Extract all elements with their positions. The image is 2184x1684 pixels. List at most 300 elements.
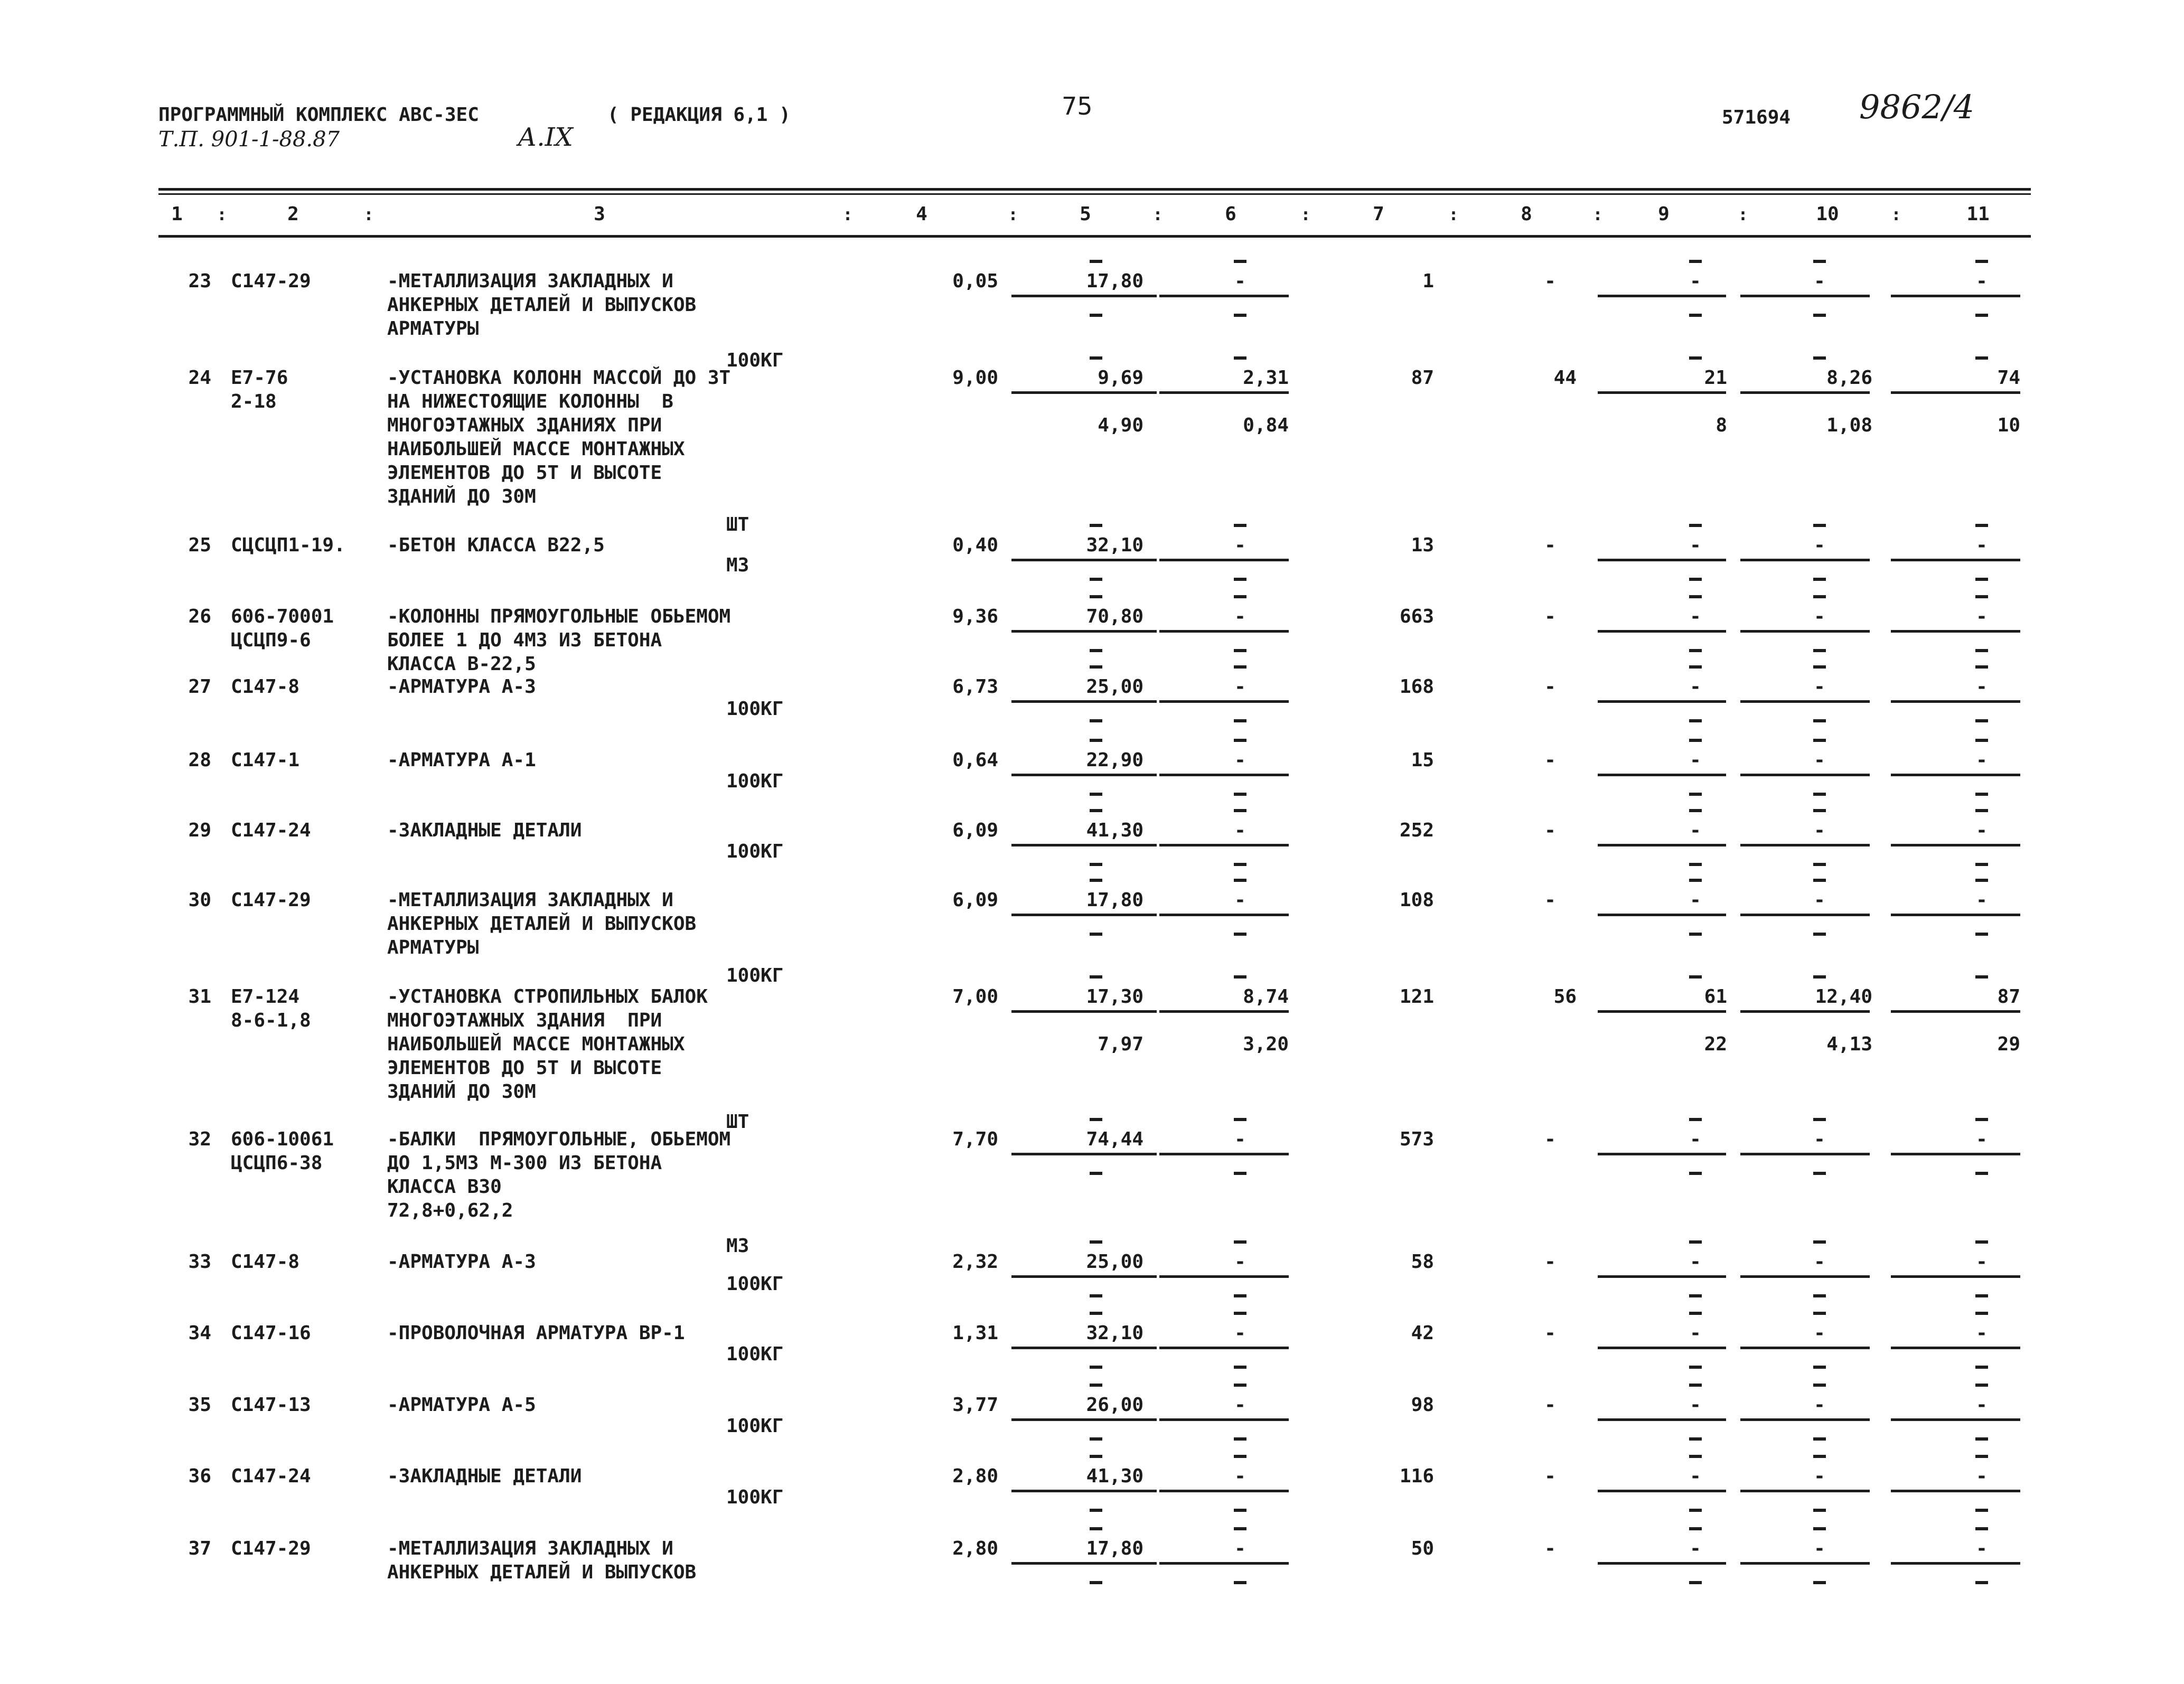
work-description: ЗДАНИЙ ДО 30М [387, 486, 536, 507]
dash-mark [1234, 863, 1246, 866]
row-number: 24 [188, 367, 211, 389]
dash-mark [1813, 1384, 1826, 1387]
dash-mark [1689, 1172, 1702, 1175]
dash-mark [1090, 260, 1102, 263]
quantity-value: 3,77 [952, 1394, 998, 1416]
rate-code: СЦСЦП1-19. [231, 534, 345, 556]
dash-mark [1975, 1437, 1988, 1441]
unit-cost-total: 22,90 [1086, 749, 1143, 771]
fraction-rule [1598, 844, 1726, 846]
fraction-rule [1740, 774, 1870, 776]
rate-code: 606-10061 [231, 1128, 334, 1150]
dash-mark [1689, 1384, 1702, 1387]
dash-mark [1689, 863, 1702, 866]
rate-code: ЦСЦП9-6 [231, 629, 311, 651]
dash-mark [1813, 1240, 1826, 1244]
dash-mark [1813, 1581, 1826, 1584]
total-cost: 98 [1411, 1394, 1434, 1416]
dash-mark [1813, 1118, 1826, 1121]
total-wages: - [1544, 1128, 1556, 1150]
dash-mark [1234, 975, 1246, 979]
unit-of-measure: 100КГ [726, 1487, 784, 1508]
dash-mark [1689, 314, 1702, 317]
fraction-rule [1011, 1562, 1157, 1565]
work-description: МНОГОЭТАЖНЫХ ЗДАНИЯ ПРИ [387, 1010, 662, 1031]
total-cost: 13 [1411, 534, 1434, 556]
column-10-value: - [1814, 1128, 1825, 1150]
fraction-rule [1740, 1562, 1870, 1565]
column-9-value: - [1690, 749, 1701, 771]
dash-mark [1090, 1312, 1102, 1315]
rate-code: С147-1 [231, 749, 300, 771]
unit-of-measure: 100КГ [726, 1273, 784, 1295]
column-9-value: - [1690, 1394, 1701, 1416]
work-description: -МЕТАЛЛИЗАЦИЯ ЗАКЛАДНЫХ И [387, 889, 673, 911]
dash-mark [1813, 1172, 1826, 1175]
work-description: -ЗАКЛАДНЫЕ ДЕТАЛИ [387, 820, 582, 841]
column-separator: : [1738, 204, 1748, 224]
dash-mark [1689, 1509, 1702, 1512]
fraction-rule [1011, 391, 1157, 394]
dash-mark [1234, 933, 1246, 936]
work-description: -МЕТАЛЛИЗАЦИЯ ЗАКЛАДНЫХ И [387, 1538, 673, 1559]
rate-code: С147-16 [231, 1322, 311, 1344]
fraction-rule [1891, 700, 2020, 703]
rate-code: 2-18 [231, 391, 277, 412]
dash-mark [1090, 578, 1102, 581]
row-number: 37 [188, 1538, 211, 1559]
column-10-value: - [1814, 1538, 1825, 1559]
machine-cost: 2,31 [1243, 367, 1289, 389]
total-wages: - [1544, 889, 1556, 911]
fraction-rule [1891, 295, 2020, 297]
total-wages: - [1544, 606, 1556, 627]
fraction-rule [1598, 630, 1726, 633]
dash-mark [1813, 260, 1826, 263]
total-cost: 87 [1411, 367, 1434, 389]
edition-label: ( РЕДАКЦИЯ 6,1 ) [607, 104, 791, 126]
unit-cost-total: 25,00 [1086, 676, 1143, 698]
dash-mark [1090, 1294, 1102, 1297]
quantity-value: 2,80 [952, 1465, 998, 1487]
fraction-rule [1891, 914, 2020, 916]
dash-mark [1090, 356, 1102, 360]
column-10-value: - [1814, 1251, 1825, 1273]
dash-mark [1689, 793, 1702, 796]
fraction-rule [1598, 559, 1726, 561]
column-11-value: - [1976, 270, 1988, 292]
row-number: 26 [188, 606, 211, 627]
fraction-rule [1740, 1490, 1870, 1492]
rate-code: С147-29 [231, 889, 311, 911]
dash-mark [1689, 356, 1702, 360]
fraction-rule [1740, 559, 1870, 561]
column-header-3: 3 [594, 203, 605, 225]
dash-mark [1090, 793, 1102, 796]
dash-mark [1234, 879, 1246, 882]
dash-mark [1975, 260, 1988, 263]
dash-mark [1234, 1455, 1246, 1458]
dash-mark [1234, 1172, 1246, 1175]
work-description: -АРМАТУРА А-3 [387, 676, 536, 698]
column-11-value: - [1976, 749, 1988, 771]
fraction-rule [1740, 1275, 1870, 1278]
total-wages: - [1544, 534, 1556, 556]
fraction-rule [1740, 1418, 1870, 1421]
column-10-value: - [1814, 534, 1825, 556]
fraction-rule [1891, 630, 2020, 633]
dash-mark [1689, 1240, 1702, 1244]
machine-wages: 3,20 [1243, 1033, 1289, 1055]
dash-mark [1975, 524, 1988, 527]
fraction-rule [1891, 1347, 2020, 1349]
work-description: АРМАТУРЫ [387, 318, 479, 340]
unit-cost-total: 32,10 [1086, 534, 1143, 556]
dash-mark [1813, 1437, 1826, 1441]
dash-mark [1234, 809, 1246, 812]
program-title: ПРОГРАММНЫЙ КОМПЛЕКС АВС-3ЕС [158, 104, 479, 126]
dash-mark [1090, 1172, 1102, 1175]
total-wages: - [1544, 749, 1556, 771]
total-wages: - [1544, 1538, 1556, 1559]
work-description: -УСТАНОВКА КОЛОНН МАССОЙ ДО 3Т [387, 367, 731, 389]
column-10-value: - [1814, 1322, 1825, 1344]
work-description: БОЛЕЕ 1 ДО 4М3 ИЗ БЕТОНА [387, 629, 662, 651]
unit-cost-total: 9,69 [1098, 367, 1143, 389]
fraction-rule [1011, 1275, 1157, 1278]
dash-mark [1975, 1172, 1988, 1175]
work-description: НАИБОЛЬШЕЙ МАССЕ МОНТАЖНЫХ [387, 1033, 685, 1055]
rate-code: ЦСЦП6-38 [231, 1152, 323, 1174]
work-description: АНКЕРНЫХ ДЕТАЛЕЙ И ВЫПУСКОВ [387, 294, 697, 316]
dash-mark [1234, 524, 1246, 527]
column-9-value: - [1690, 1128, 1701, 1150]
dash-mark [1689, 649, 1702, 652]
row-number: 31 [188, 986, 211, 1008]
unit-cost-total: 41,30 [1086, 820, 1143, 841]
rate-code: С147-29 [231, 1538, 311, 1559]
work-description: АНКЕРНЫХ ДЕТАЛЕЙ И ВЫПУСКОВ [387, 913, 697, 935]
work-description: -АРМАТУРА А-3 [387, 1251, 536, 1273]
quantity-value: 0,40 [952, 534, 998, 556]
fraction-rule [1011, 914, 1157, 916]
machine-cost: - [1234, 270, 1246, 292]
column-9-value: - [1690, 1322, 1701, 1344]
column-11-value: 87 [1997, 986, 2020, 1008]
dash-mark [1689, 595, 1702, 598]
fraction-rule [1159, 295, 1289, 297]
work-description: ЭЛЕМЕНТОВ ДО 5Т И ВЫСОТЕ [387, 462, 662, 484]
dash-mark [1813, 1366, 1826, 1369]
unit-of-measure: 100КГ [726, 350, 784, 371]
dash-mark [1975, 578, 1988, 581]
column-separator: : [1891, 204, 1901, 224]
row-number: 29 [188, 820, 211, 841]
dash-mark [1689, 665, 1702, 669]
machine-cost: - [1234, 1538, 1246, 1559]
dash-mark [1234, 739, 1246, 742]
dash-mark [1813, 975, 1826, 979]
dash-mark [1234, 1118, 1246, 1121]
unit-cost-total: 17,80 [1086, 1538, 1143, 1559]
column-separator: : [842, 204, 853, 224]
column-10-value: - [1814, 749, 1825, 771]
quantity-value: 9,36 [952, 606, 998, 627]
column-9-value: 61 [1704, 986, 1727, 1008]
total-wages: - [1544, 1394, 1556, 1416]
fraction-rule [1011, 844, 1157, 846]
fraction-rule [1891, 1275, 2020, 1278]
dash-mark [1975, 975, 1988, 979]
column-11-value: - [1976, 1322, 1988, 1344]
quantity-value: 6,09 [952, 889, 998, 911]
rate-code: 8-6-1,8 [231, 1010, 311, 1031]
unit-cost-total: 25,00 [1086, 1251, 1143, 1273]
fraction-rule [1740, 630, 1870, 633]
unit-cost-total: 17,80 [1086, 270, 1143, 292]
fraction-rule [1740, 844, 1870, 846]
fraction-rule [1011, 1490, 1157, 1492]
fraction-rule [1159, 1562, 1289, 1565]
unit-cost-total: 32,10 [1086, 1322, 1143, 1344]
fraction-rule [1159, 1153, 1289, 1155]
fraction-rule [1891, 774, 2020, 776]
unit-cost-total: 41,30 [1086, 1465, 1143, 1487]
dash-mark [1813, 739, 1826, 742]
fraction-rule [1159, 1418, 1289, 1421]
column-header-8: 8 [1521, 203, 1532, 225]
dash-mark [1234, 649, 1246, 652]
dash-mark [1975, 665, 1988, 669]
dash-mark [1975, 1118, 1988, 1121]
fraction-rule [1159, 1347, 1289, 1349]
dash-mark [1975, 1509, 1988, 1512]
row-number: 28 [188, 749, 211, 771]
work-description: -АРМАТУРА А-1 [387, 749, 536, 771]
machine-cost: - [1234, 676, 1246, 698]
fraction-rule [1011, 774, 1157, 776]
dash-mark [1689, 578, 1702, 581]
fraction-rule [1891, 1153, 2020, 1155]
fraction-rule [1598, 774, 1726, 776]
fraction-rule [1159, 1010, 1289, 1013]
fraction-rule [1598, 1275, 1726, 1278]
dash-mark [1813, 578, 1826, 581]
column-9-wages: 8 [1716, 415, 1727, 436]
rate-code: Е7-76 [231, 367, 288, 389]
work-description: -КОЛОННЫ ПРЯМОУГОЛЬНЫЕ ОБЬЕМОМ [387, 606, 731, 627]
rate-code: 606-70001 [231, 606, 334, 627]
dash-mark [1090, 665, 1102, 669]
machine-cost: - [1234, 820, 1246, 841]
dash-mark [1813, 649, 1826, 652]
machine-cost: - [1234, 889, 1246, 911]
dash-mark [1689, 1294, 1702, 1297]
fraction-rule [1598, 700, 1726, 703]
dash-mark [1689, 1312, 1702, 1315]
dash-mark [1090, 1118, 1102, 1121]
column-9-value: - [1690, 889, 1701, 911]
unit-cost-total: 26,00 [1086, 1394, 1143, 1416]
dash-mark [1090, 314, 1102, 317]
fraction-rule [1598, 1490, 1726, 1492]
fraction-rule [1891, 391, 2020, 394]
album-number: А.IX [518, 123, 573, 152]
unit-cost-total: 74,44 [1086, 1128, 1143, 1150]
dash-mark [1975, 1455, 1988, 1458]
work-description: ЭЛЕМЕНТОВ ДО 5Т И ВЫСОТЕ [387, 1057, 662, 1079]
dash-mark [1813, 1312, 1826, 1315]
total-cost: 15 [1411, 749, 1434, 771]
dash-mark [1090, 863, 1102, 866]
fraction-rule [1598, 1347, 1726, 1349]
total-cost: 108 [1399, 889, 1434, 911]
column-10-value: - [1814, 606, 1825, 627]
dash-mark [1689, 933, 1702, 936]
document-code: 571694 [1722, 107, 1791, 128]
page-number: 75 [1062, 92, 1093, 120]
unit-of-measure: 100КГ [726, 770, 784, 792]
rate-code: С147-8 [231, 676, 300, 698]
dash-mark [1234, 578, 1246, 581]
dash-mark [1234, 356, 1246, 360]
quantity-value: 6,73 [952, 676, 998, 698]
machine-cost: - [1234, 534, 1246, 556]
dash-mark [1090, 1240, 1102, 1244]
fraction-rule [1598, 1010, 1726, 1013]
dash-mark [1234, 595, 1246, 598]
fraction-rule [1598, 295, 1726, 297]
row-number: 36 [188, 1465, 211, 1487]
dash-mark [1975, 1240, 1988, 1244]
dash-mark [1975, 879, 1988, 882]
column-11-value: - [1976, 1251, 1988, 1273]
dash-mark [1975, 933, 1988, 936]
fraction-rule [1159, 700, 1289, 703]
fraction-rule [1740, 1347, 1870, 1349]
column-11-value: - [1976, 820, 1988, 841]
work-description: НА НИЖЕСТОЯЩИЕ КОЛОННЫ В [387, 391, 673, 412]
row-number: 25 [188, 534, 211, 556]
column-header-6: 6 [1225, 203, 1236, 225]
quantity-value: 6,09 [952, 820, 998, 841]
dash-mark [1090, 649, 1102, 652]
dash-mark [1090, 1581, 1102, 1584]
dash-mark [1090, 1366, 1102, 1369]
unit-of-measure: М3 [726, 554, 749, 576]
dash-mark [1234, 1294, 1246, 1297]
dash-mark [1234, 1384, 1246, 1387]
quantity-value: 0,05 [952, 270, 998, 292]
unit-cost-wages: 7,97 [1098, 1033, 1143, 1055]
work-description: -МЕТАЛЛИЗАЦИЯ ЗАКЛАДНЫХ И [387, 270, 673, 292]
dash-mark [1975, 1581, 1988, 1584]
fraction-rule [1159, 1275, 1289, 1278]
fraction-rule [1891, 559, 2020, 561]
unit-of-measure: ШТ [726, 1111, 749, 1133]
dash-mark [1689, 1527, 1702, 1530]
fraction-rule [1740, 914, 1870, 916]
fraction-rule [1011, 700, 1157, 703]
rate-code: Е7-124 [231, 986, 300, 1008]
work-description: -ПРОВОЛОЧНАЯ АРМАТУРА ВР-1 [387, 1322, 685, 1344]
total-cost: 1 [1422, 270, 1434, 292]
dash-mark [1813, 665, 1826, 669]
fraction-rule [1598, 1418, 1726, 1421]
quantity-value: 0,64 [952, 749, 998, 771]
column-10-value: 12,40 [1815, 986, 1872, 1008]
dash-mark [1090, 1455, 1102, 1458]
fraction-rule [1011, 1347, 1157, 1349]
dash-mark [1689, 975, 1702, 979]
column-header-10: 10 [1816, 203, 1839, 225]
fraction-rule [1159, 1490, 1289, 1492]
dash-mark [1234, 1312, 1246, 1315]
column-10-value: 8,26 [1826, 367, 1872, 389]
dash-mark [1813, 1527, 1826, 1530]
dash-mark [1689, 739, 1702, 742]
dash-mark [1090, 1527, 1102, 1530]
column-header-4: 4 [916, 203, 927, 225]
dash-mark [1234, 1527, 1246, 1530]
column-10-value: - [1814, 1465, 1825, 1487]
total-wages: - [1544, 1251, 1556, 1273]
total-cost: 58 [1411, 1251, 1434, 1273]
dash-mark [1975, 1384, 1988, 1387]
dash-mark [1813, 1455, 1826, 1458]
row-number: 27 [188, 676, 211, 698]
column-separator: : [1592, 204, 1603, 224]
total-wages: - [1544, 1322, 1556, 1344]
work-description: ЗДАНИЙ ДО 30М [387, 1081, 536, 1103]
column-9-value: - [1690, 1251, 1701, 1273]
fraction-rule [1891, 1418, 2020, 1421]
fraction-rule [1740, 1010, 1870, 1013]
rate-code: С147-24 [231, 820, 311, 841]
work-description: КЛАССА В30 [387, 1176, 502, 1198]
dash-mark [1689, 719, 1702, 722]
dash-mark [1090, 1384, 1102, 1387]
dash-mark [1813, 595, 1826, 598]
dash-mark [1090, 719, 1102, 722]
dash-mark [1234, 1240, 1246, 1244]
column-9-value: - [1690, 270, 1701, 292]
fraction-rule [1159, 630, 1289, 633]
dash-mark [1975, 739, 1988, 742]
quantity-value: 9,00 [952, 367, 998, 389]
fraction-rule [1740, 700, 1870, 703]
fraction-rule [1891, 1490, 2020, 1492]
dash-mark [1813, 524, 1826, 527]
fraction-rule [1159, 844, 1289, 846]
work-description: АРМАТУРЫ [387, 937, 479, 958]
column-11-value: - [1976, 534, 1988, 556]
work-description: -ЗАКЛАДНЫЕ ДЕТАЛИ [387, 1465, 582, 1487]
quantity-value: 2,80 [952, 1538, 998, 1559]
dash-mark [1813, 1294, 1826, 1297]
quantity-value: 7,70 [952, 1128, 998, 1150]
machine-cost: - [1234, 1251, 1246, 1273]
column-11-wages: 10 [1997, 415, 2020, 436]
dash-mark [1090, 1437, 1102, 1441]
handwritten-reference: 9862/4 [1859, 88, 1975, 126]
total-cost: 121 [1399, 986, 1434, 1008]
dash-mark [1813, 809, 1826, 812]
fraction-rule [1740, 1153, 1870, 1155]
rate-code: С147-13 [231, 1394, 311, 1416]
quantity-value: 1,31 [952, 1322, 998, 1344]
machine-cost: 8,74 [1243, 986, 1289, 1008]
